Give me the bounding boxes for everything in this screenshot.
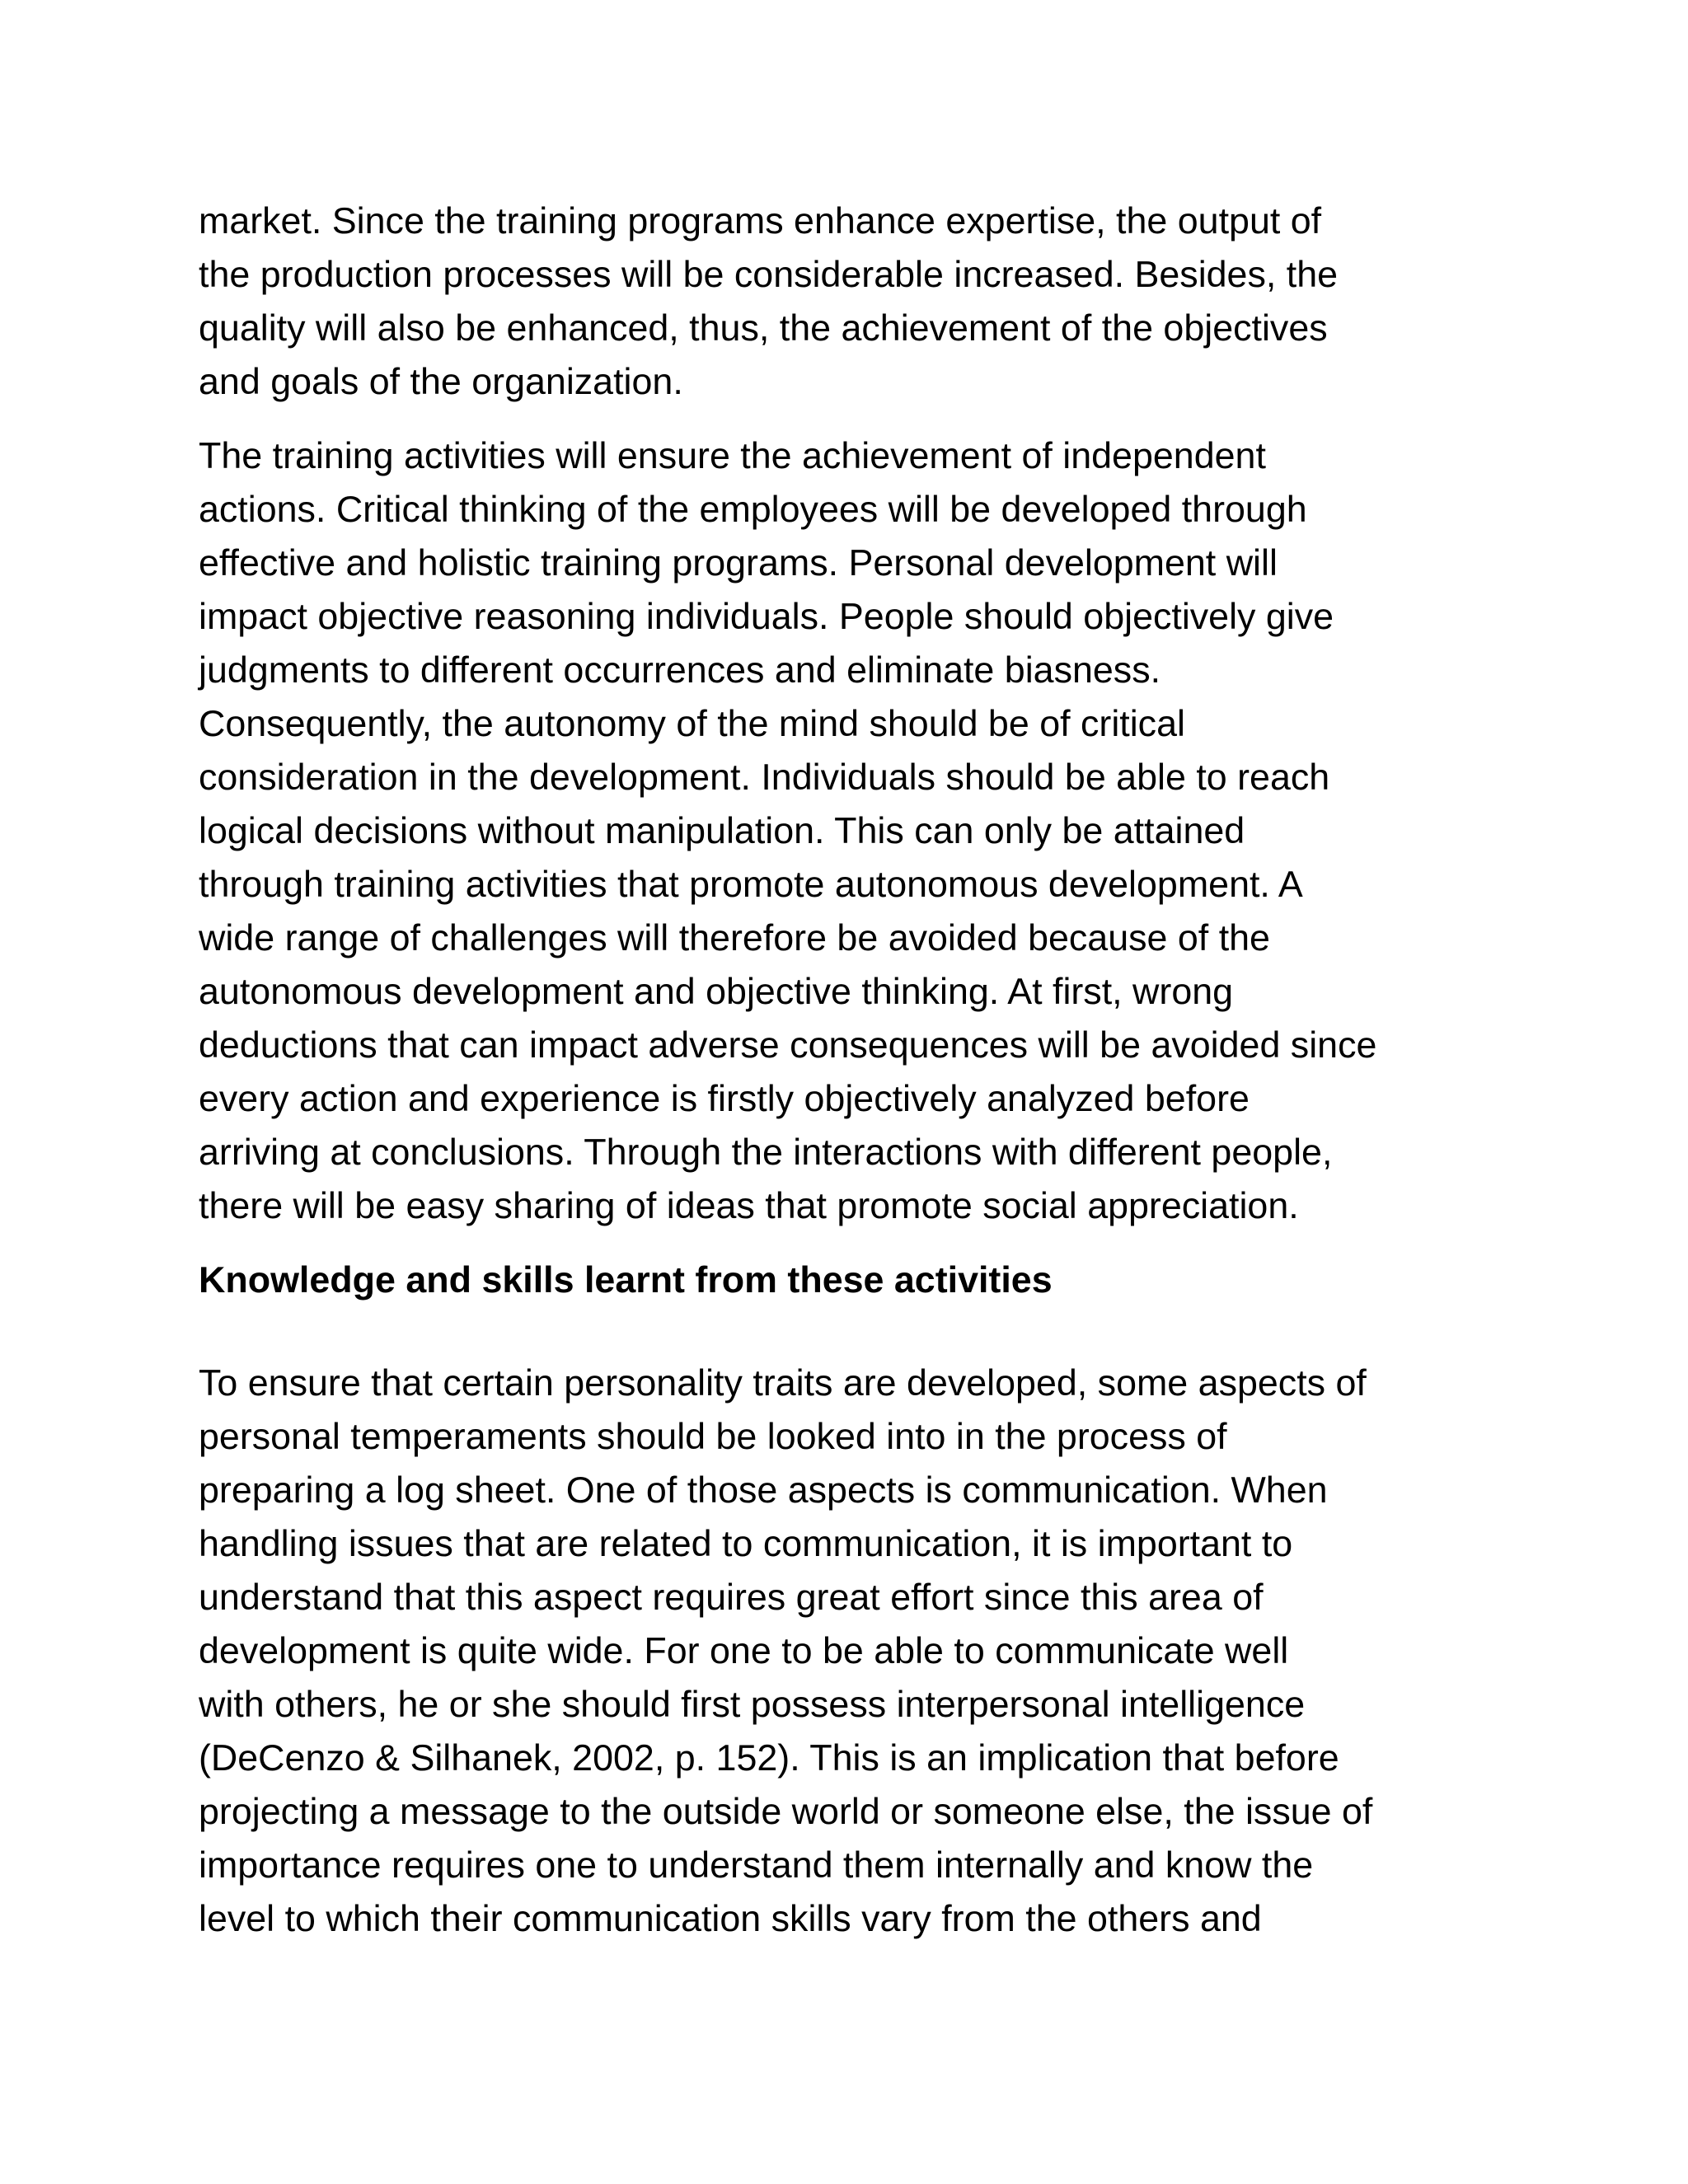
paragraph-3-line: importance requires one to understand them internally and know the xyxy=(199,1844,1314,1886)
paragraph-2-line: consideration in the development. Individuals should be able to reach xyxy=(199,757,1330,798)
paragraph-2-line: through training activities that promote autonomous development. A xyxy=(199,864,1303,905)
paragraph-3-line: (DeCenzo & Silhanek, 2002, p. 152). This is an implication that before xyxy=(199,1737,1339,1779)
paragraph-3-line: understand that this aspect requires great effort since this area of xyxy=(199,1577,1264,1618)
paragraph-2-line: wide range of challenges will therefore be avoided because of the xyxy=(199,917,1270,958)
paragraph-1-line: and goals of the organization. xyxy=(199,361,683,402)
paragraph-2-line: effective and holistic training programs. Personal development will xyxy=(199,542,1278,583)
paragraph-2-line: The training activities will ensure the achievement of independent xyxy=(199,435,1266,476)
paragraph-3-line: with others, he or she should first possess interpersonal intelligence xyxy=(199,1684,1306,1725)
paragraph-1-line: market. Since the training programs enhance expertise, the output of xyxy=(199,200,1322,241)
paragraph-2-line: arriving at conclusions. Through the interactions with different people, xyxy=(199,1132,1333,1173)
paragraph-2-line: judgments to different occurrences and eliminate biasness. xyxy=(199,649,1161,691)
paragraph-2-line: impact objective reasoning individuals. People should objectively give xyxy=(199,596,1334,637)
document-body xyxy=(199,194,1501,1946)
paragraph-3 xyxy=(199,1357,1501,1946)
paragraph-3-line: preparing a log sheet. One of those aspects is communication. When xyxy=(199,1469,1328,1511)
section-heading: Knowledge and skills learnt from these activities xyxy=(199,1259,1053,1301)
paragraph-3-line: development is quite wide. For one to be able to communicate well xyxy=(199,1630,1289,1671)
paragraph-3-line: projecting a message to the outside world or someone else, the issue of xyxy=(199,1791,1373,1832)
paragraph-2-line: Consequently, the autonomy of the mind should be of critical xyxy=(199,703,1185,744)
paragraph-2-line: actions. Critical thinking of the employees will be developed through xyxy=(199,489,1307,530)
paragraph-2-line: every action and experience is firstly objectively analyzed before xyxy=(199,1078,1250,1119)
paragraph-2 xyxy=(199,429,1501,1233)
paragraph-3-line: handling issues that are related to communication, it is important to xyxy=(199,1523,1293,1564)
paragraph-3-line: personal temperaments should be looked into in the process of xyxy=(199,1416,1227,1457)
paragraph-2-line: deductions that can impact adverse consequences will be avoided since xyxy=(199,1024,1377,1066)
paragraph-2-line: autonomous development and objective thinking. At first, wrong xyxy=(199,971,1234,1012)
paragraph-3-line: To ensure that certain personality traits are developed, some aspects of xyxy=(199,1362,1367,1404)
paragraph-2-line: there will be easy sharing of ideas that promote social appreciation. xyxy=(199,1185,1299,1226)
paragraph-3-line: level to which their communication skills vary from the others and xyxy=(199,1898,1262,1939)
paragraph-1-line: the production processes will be considerable increased. Besides, the xyxy=(199,254,1339,295)
paragraph-2-line: logical decisions without manipulation. This can only be attained xyxy=(199,810,1245,851)
paragraph-1 xyxy=(199,194,1501,409)
paragraph-1-line: quality will also be enhanced, thus, the achievement of the objectives xyxy=(199,307,1328,349)
